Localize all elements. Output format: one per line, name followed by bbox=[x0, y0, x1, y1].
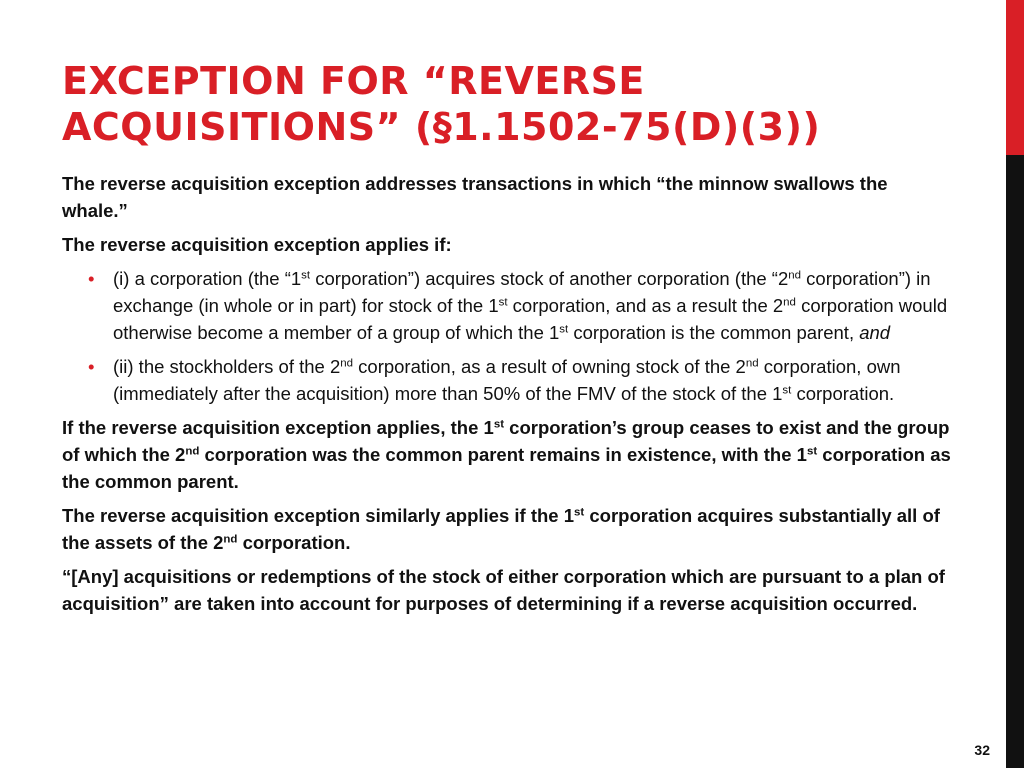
ordinal-suffix: nd bbox=[185, 445, 200, 458]
ordinal-suffix: st bbox=[806, 445, 818, 458]
ordinal-suffix: st bbox=[498, 296, 508, 309]
ordinal-suffix: nd bbox=[745, 357, 759, 370]
text-run: corporation’s group ceases to exist and the group of which the 2 bbox=[62, 417, 950, 465]
ordinal-suffix: st bbox=[574, 506, 585, 519]
text-run: corporation. bbox=[237, 532, 351, 553]
emphasis-and: and bbox=[859, 322, 891, 343]
paragraph-assets-acquisition bbox=[62, 502, 952, 556]
text-run: corporation, own (immediately after the acquisition) more than 50% of the FMV of the stock of the 1 bbox=[113, 356, 901, 404]
sidebar-accent-red bbox=[1006, 0, 1024, 155]
text-run: corporation, as a result of owning stock of the 2 bbox=[353, 356, 746, 377]
text-run: corporation, and as a result the 2 bbox=[507, 295, 784, 316]
text-run: corporation”) in exchange (in whole or in part) for stock of the 1 bbox=[113, 268, 931, 316]
ordinal-suffix: st bbox=[559, 323, 569, 336]
ordinal-suffix: nd bbox=[223, 533, 238, 546]
ordinal-suffix: nd bbox=[788, 269, 802, 282]
text-run: (ii) the stockholders of the 2 bbox=[113, 356, 341, 377]
bullet-item-second-condition bbox=[62, 353, 952, 407]
text-run: corporation would otherwise become a member of a group of which the 1 bbox=[113, 295, 948, 343]
bullet-item-first-condition bbox=[62, 265, 952, 346]
slide-content bbox=[62, 170, 952, 624]
page-number: 32 bbox=[974, 742, 990, 758]
paragraph-applies-if: The reverse acquisition exception applies if: bbox=[62, 234, 452, 255]
ordinal-suffix: st bbox=[782, 384, 792, 397]
paragraph-minnow-whale: The reverse acquisition exception addresses transactions in which “the minnow swallows the whale.” bbox=[62, 173, 888, 221]
ordinal-suffix: nd bbox=[783, 296, 796, 309]
text-run: corporation. bbox=[791, 383, 895, 404]
text-run: corporation as the common parent. bbox=[62, 444, 951, 492]
ordinal-suffix: nd bbox=[340, 357, 354, 370]
text-run: corporation”) acquires stock of another corporation (the “2 bbox=[310, 268, 789, 289]
paragraph-plan-of-acquisition: “[Any] acquisitions or redemptions of the stock of either corporation which are pursuant to a plan of acquisition” are taken into account for purposes of determining if a reverse acquisition occurred. bbox=[62, 566, 945, 614]
text-run: corporation is the common parent, bbox=[568, 322, 860, 343]
sidebar-accent-black bbox=[1006, 155, 1024, 768]
text-run: The reverse acquisition exception similarly applies if the 1 bbox=[62, 505, 575, 526]
slide-title: EXCEPTION FOR “REVERSE ACQUISITIONS” (§1.1502-75(D)(3)) bbox=[62, 59, 821, 149]
text-run: If the reverse acquisition exception applies, the 1 bbox=[62, 417, 494, 438]
bullet-icon: • bbox=[88, 356, 95, 377]
paragraph-group-ceases bbox=[62, 414, 952, 495]
text-run: corporation was the common parent remains in existence, with the 1 bbox=[199, 444, 807, 465]
text-run: (i) a corporation (the “1 bbox=[113, 268, 302, 289]
ordinal-suffix: st bbox=[493, 418, 505, 431]
bullet-icon: • bbox=[88, 268, 95, 289]
text-run: corporation acquires substantially all of the assets of the 2 bbox=[62, 505, 940, 553]
ordinal-suffix: st bbox=[301, 269, 311, 282]
